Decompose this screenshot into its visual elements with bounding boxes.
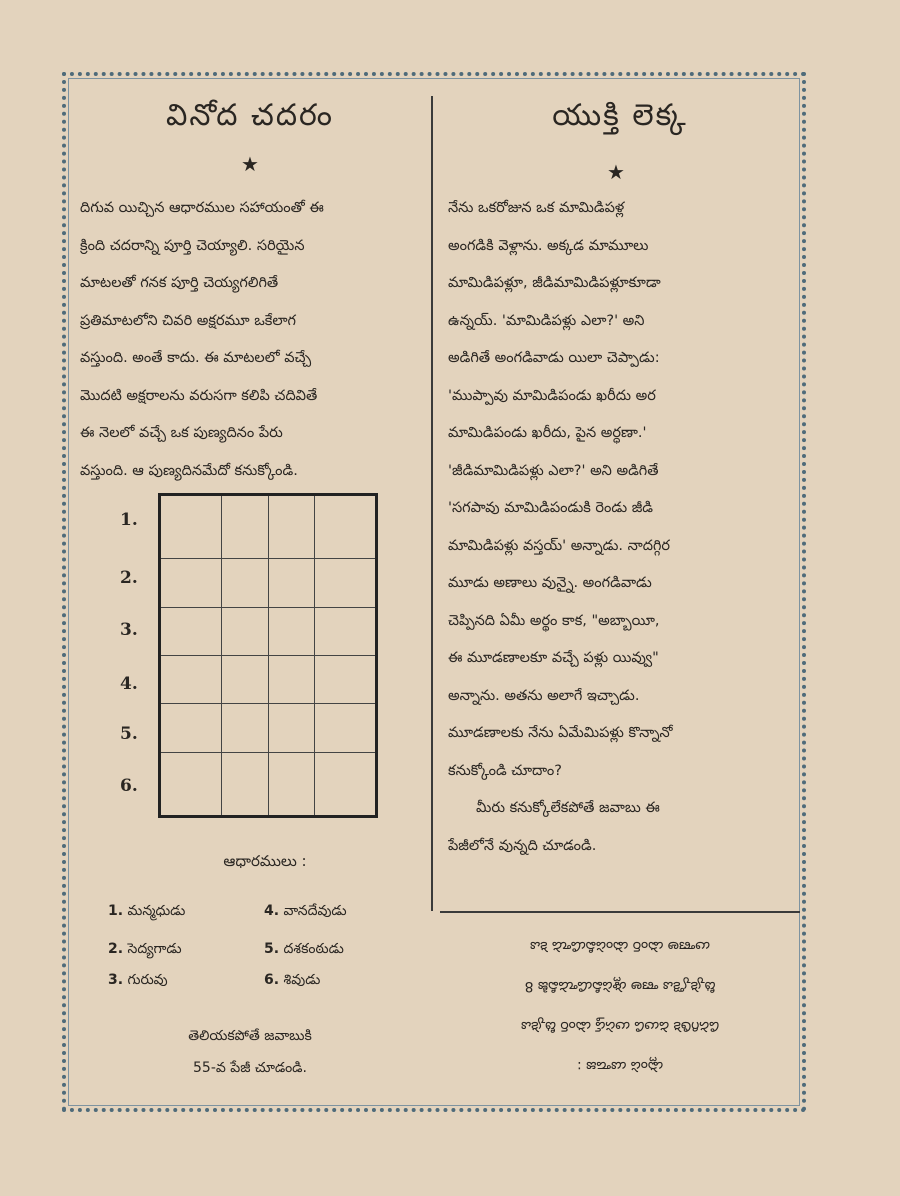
grid-cell[interactable] — [268, 495, 315, 559]
story-line: కనుక్కోండి చూదాం? — [448, 762, 562, 779]
inverted-answer — [440, 926, 800, 1086]
clue-item — [108, 903, 185, 922]
column-divider — [431, 96, 433, 911]
inverted-answer-line: ఒక్కటి రెండు పైసలు విలువ కలిగినవి — [520, 1018, 720, 1034]
grid-cell[interactable] — [315, 559, 377, 607]
grid-cell[interactable] — [160, 655, 222, 703]
grid-cell[interactable] — [160, 559, 222, 607]
clue-item — [264, 941, 344, 960]
puzzle-title: వినోద చదరం — [165, 98, 335, 133]
answer-divider — [440, 911, 800, 913]
clue-number: 2. — [108, 941, 124, 957]
story-line: మామిడిపళ్లూ, జీడిమామిడిపళ్లూకూడా — [448, 275, 661, 291]
clue-text: గురువు — [127, 972, 168, 988]
grid-cell[interactable] — [268, 655, 315, 703]
clue-number: 4. — [264, 903, 280, 919]
hint-line: పేజీలోనే వున్నది చూడండి. — [448, 837, 597, 854]
intro-line: ఈ నెలలో వచ్చే ఒక పుణ్యదినం పేరు — [80, 425, 283, 441]
grid-cell[interactable] — [315, 607, 377, 655]
grid-row — [160, 704, 377, 752]
grid-cell[interactable] — [315, 655, 377, 703]
grid-row — [160, 607, 377, 655]
logic-story — [448, 190, 793, 865]
intro-line: వస్తుంది. అంతే కాదు. ఈ మాటలలో వచ్చే — [80, 350, 312, 366]
puzzle-intro — [80, 190, 425, 490]
grid-row — [160, 752, 377, 816]
clue-item — [264, 903, 347, 922]
grid-cell[interactable] — [160, 752, 222, 816]
story-line: 'జీడిమామిడిపళ్లు ఎలా?' అని అడిగితే — [448, 462, 659, 479]
row-number: 4. — [120, 674, 138, 694]
grid-cell[interactable] — [222, 495, 269, 559]
story-line: అడిగితే అంగడివాడు యిలా చెప్పాడు: — [448, 350, 660, 366]
clue-number: 5. — [264, 941, 280, 957]
grid-row — [160, 559, 377, 607]
story-line: మూడు అణాలు వున్నై. అంగడివాడు — [448, 575, 652, 591]
grid-cell[interactable] — [222, 752, 269, 816]
story-line: మామిడిపండు ఖరీదు, పైన అర్ధణా.' — [448, 425, 647, 441]
story-line: అన్నాను. అతను అలాగే ఇచ్చాడు. — [448, 687, 640, 704]
grid-cell[interactable] — [160, 704, 222, 752]
clue-item — [264, 972, 320, 991]
clue-text: వానదేవుడు — [283, 903, 347, 919]
grid-cell[interactable] — [222, 559, 269, 607]
story-line: నేను ఒకరోజున ఒక మామిడిపళ్ల — [448, 200, 625, 216]
row-number: 2. — [120, 568, 138, 588]
intro-line: మాటలతో గనక పూర్తి చెయ్యగలిగితే — [80, 275, 279, 291]
logic-title: యుక్తి లెక్క — [552, 98, 688, 133]
story-line: 'సగపావు మామిడిపండుకి రెండు జీడి — [448, 500, 654, 516]
intro-line: దిగువ యిచ్చిన ఆధారముల సహాయంతో ఈ — [80, 200, 324, 216]
grid-cell[interactable] — [315, 495, 377, 559]
grid-cell[interactable] — [268, 752, 315, 816]
grid-cell[interactable] — [268, 559, 315, 607]
intro-line: క్రింది చదరాన్ని పూర్తి చెయ్యాలి. సరియైన — [80, 237, 305, 254]
row-number: 6. — [120, 776, 138, 796]
answer-note-line: తెలియకపోతే జవాబుకి — [188, 1028, 312, 1044]
grid-cell[interactable] — [315, 704, 377, 752]
grid-cell[interactable] — [315, 752, 377, 816]
grid-cell[interactable] — [222, 655, 269, 703]
clue-number: 3. — [108, 972, 124, 988]
grid-cell[interactable] — [222, 704, 269, 752]
grid-cell[interactable] — [160, 607, 222, 655]
story-line: మూడణాలకు నేను ఏమేమిపళ్లు కొన్నానో — [448, 725, 673, 741]
grid-cell[interactable] — [160, 495, 222, 559]
clue-number: 6. — [264, 972, 280, 988]
grid-cell[interactable] — [268, 607, 315, 655]
inverted-answer-line: : జవాబు పండ్లు — [576, 1058, 664, 1074]
grid-row — [160, 495, 377, 559]
grid-row — [160, 655, 377, 703]
grid-cell[interactable] — [222, 607, 269, 655]
row-number: 5. — [120, 724, 138, 744]
grid-cell[interactable] — [268, 704, 315, 752]
story-line: మామిడిపళ్లు వస్తయ్' అన్నాడు. నాదగ్గిర — [448, 537, 670, 554]
clues-heading: ఆధారములు : — [223, 852, 307, 870]
story-line: ఈ మూడణాలకూ వచ్చే పళ్లు యివ్వు" — [448, 650, 659, 666]
clue-text: మన్మధుడు — [127, 903, 186, 919]
clue-text: దశకంఠుడు — [283, 941, 344, 957]
hint-line: మీరు కనుక్కోలేకపోతే జవాబు ఈ — [476, 800, 660, 816]
intro-line: వస్తుంది. ఆ పుణ్యదినమేదో కనుక్కోండి. — [80, 462, 298, 479]
story-line: అంగడికి వెళ్లాను. అక్కడ మామూలు — [448, 237, 649, 254]
intro-line: ప్రతిమాటలోని చివరి అక్షరమూ ఒకేలాగ — [80, 312, 297, 329]
answer-note-line: 55-వ పేజీ చూడండి. — [193, 1060, 307, 1076]
crossword-grid — [158, 493, 378, 818]
row-number: 3. — [120, 620, 138, 640]
story-line: చెప్పినది ఏమీ అర్థం కాక, "అబ్బాయీ, — [448, 612, 660, 629]
intro-line: మొదటి అక్షరాలను వరుసగా కలిపి చదివితే — [80, 387, 318, 404]
clue-item — [108, 941, 182, 960]
star-icon: ★ — [241, 152, 259, 176]
clue-text: సెద్యగాడు — [127, 941, 182, 957]
inverted-answer-line: ఒక మామిడిపండు రెండు అణాలు — [529, 938, 711, 954]
row-number: 1. — [120, 510, 138, 530]
clue-text: శివుడు — [283, 972, 321, 988]
clue-item — [108, 972, 168, 991]
clue-number: 1. — [108, 903, 124, 919]
answer-note — [110, 1020, 390, 1084]
story-line: 'ముప్పావు మామిడిపండు ఖరీదు అర — [448, 387, 656, 404]
inverted-answer-line: 8 జీడిమామిడిపళ్లు అణా ఒక్కొక్కటి — [524, 978, 716, 994]
star-icon: ★ — [607, 160, 625, 184]
story-line: ఉన్నయ్. 'మామిడిపళ్లు ఎలా?' అని — [448, 312, 645, 329]
